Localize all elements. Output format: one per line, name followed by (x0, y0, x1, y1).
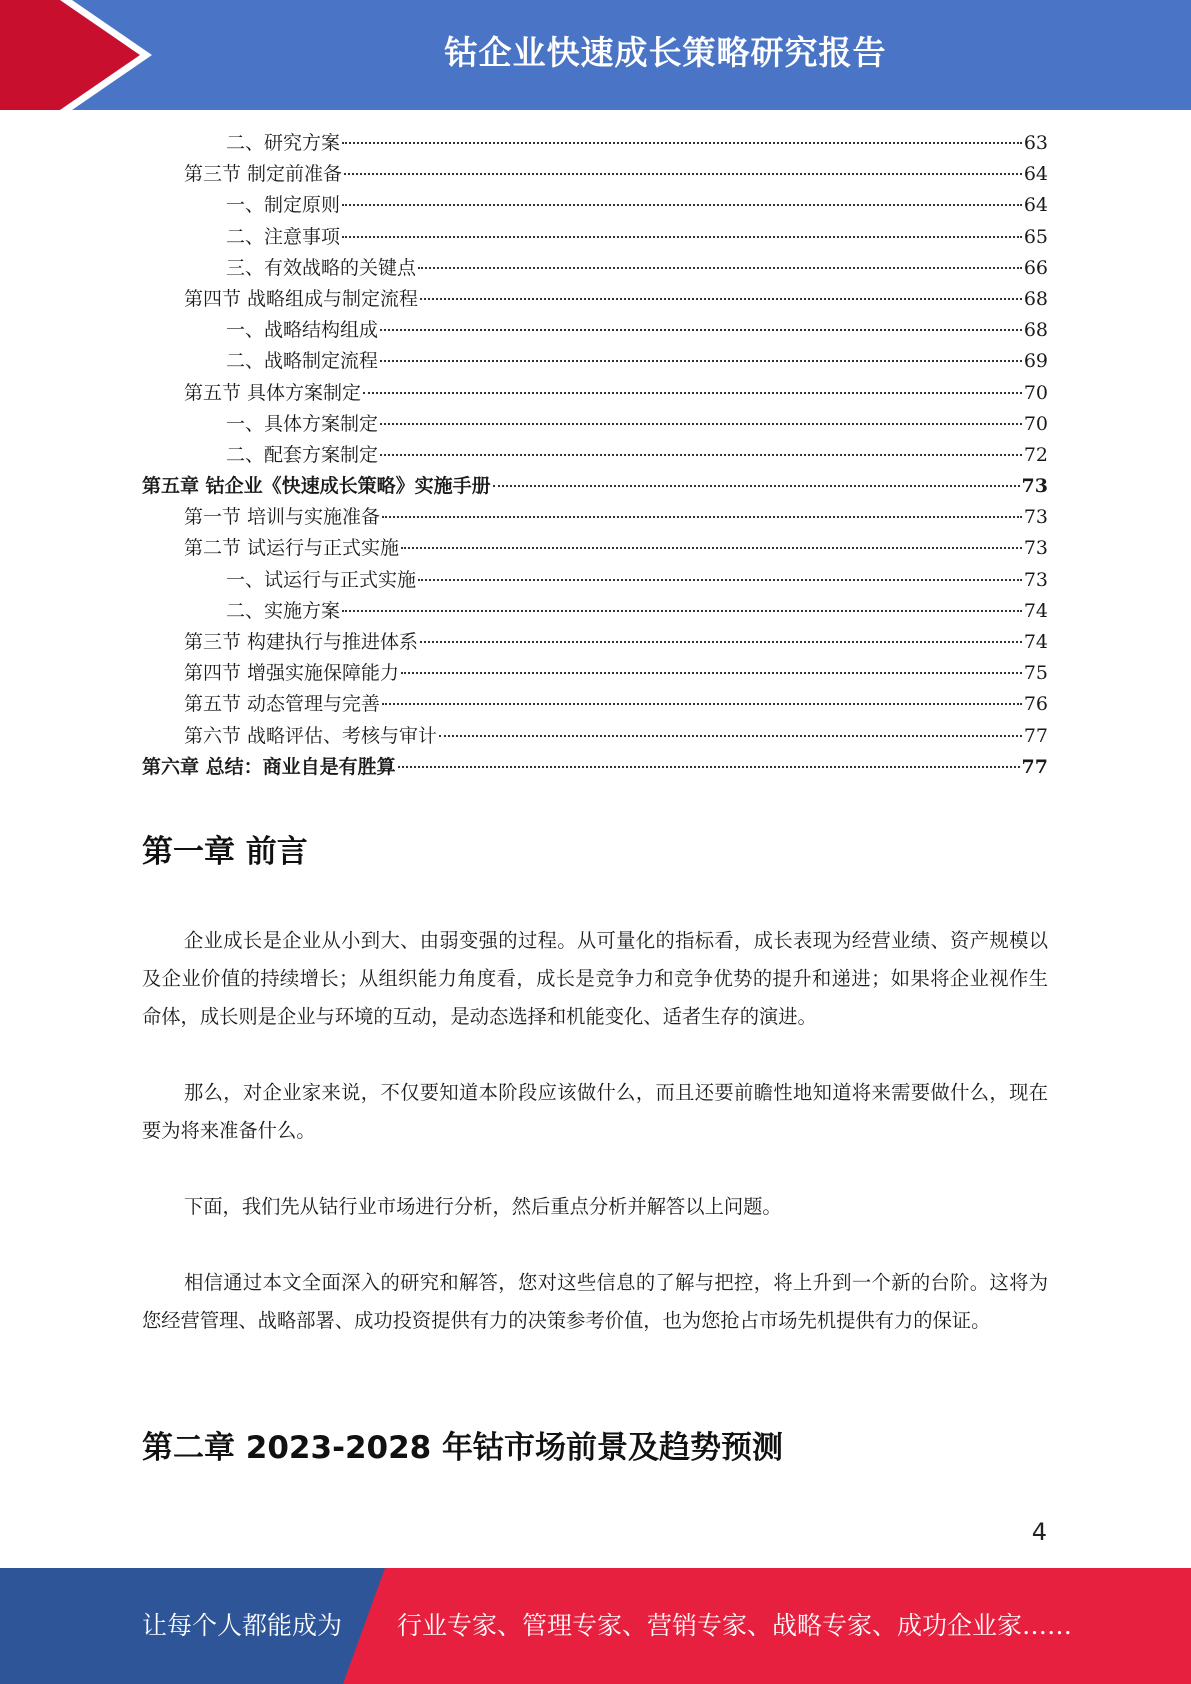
chevron-arrow-icon (0, 0, 160, 110)
toc-entry-label: 第六节 战略评估、考核与审计 (184, 724, 438, 747)
toc-entry-label: 第二节 试运行与正式实施 (184, 537, 400, 560)
toc-entry-page: 68 (1023, 287, 1048, 310)
toc-dot-leader (493, 485, 1020, 487)
toc-entry-label: 一、制定原则 (226, 194, 341, 217)
toc-dot-leader (342, 204, 1022, 206)
toc-dot-leader (344, 173, 1022, 175)
toc-entry-label: 第四节 增强实施保障能力 (184, 662, 400, 685)
toc-entry-page: 63 (1023, 132, 1048, 154)
report-title: 钴企业快速成长策略研究报告 (444, 33, 887, 72)
toc-entry-page: 73 (1023, 506, 1048, 529)
toc-entry-label: 二、配套方案制定 (226, 443, 379, 466)
paragraph: 下面，我们先从钴行业市场进行分析，然后重点分析并解答以上问题。 (184, 1195, 782, 1218)
toc-entry[interactable] (142, 284, 1048, 315)
chapter-1-body (142, 922, 1048, 1378)
toc-dot-leader (401, 547, 1022, 549)
toc-entry-page: 74 (1023, 631, 1048, 653)
toc-entry[interactable] (142, 689, 1048, 720)
toc-entry[interactable] (142, 159, 1048, 190)
toc-entry-label: 二、实施方案 (226, 599, 341, 622)
toc-entry-page: 73 (1023, 568, 1048, 591)
toc-entry[interactable] (142, 346, 1048, 377)
toc-entry-page: 66 (1023, 256, 1048, 279)
toc-entry-label: 第六章 总结：商业自是有胜算 (142, 755, 396, 778)
toc-entry-label: 第三节 构建执行与推进体系 (184, 631, 419, 653)
toc-dot-leader (363, 392, 1022, 394)
toc-entry-label: 第五节 动态管理与完善 (184, 693, 381, 716)
toc-entry-page: 74 (1023, 599, 1048, 622)
toc-entry-label: 三、有效战略的关键点 (226, 256, 417, 279)
toc-entry-label: 一、战略结构组成 (226, 319, 379, 342)
chapter-1-heading: 第一章 前言 (142, 834, 308, 870)
toc-entry-page: 77 (1021, 755, 1048, 778)
toc-entry[interactable] (142, 440, 1048, 471)
toc-entry[interactable] (142, 721, 1048, 752)
toc-entry-label: 二、注意事项 (226, 225, 341, 248)
toc-entry-label: 二、战略制定流程 (226, 350, 379, 373)
table-of-contents (142, 128, 1048, 783)
toc-entry-label: 第四节 战略组成与制定流程 (184, 287, 419, 310)
toc-entry-label: 第三节 制定前准备 (184, 163, 343, 186)
toc-dot-leader (380, 329, 1022, 331)
toc-dot-leader (398, 766, 1020, 768)
toc-entry-page: 76 (1023, 693, 1048, 716)
chapter-2-heading: 第二章 2023-2028 年钴市场前景及趋势预测 (142, 1430, 784, 1466)
toc-dot-leader (418, 579, 1022, 581)
toc-dot-leader (380, 454, 1022, 456)
toc-dot-leader (342, 610, 1022, 612)
toc-dot-leader (420, 298, 1022, 300)
toc-entry-page: 70 (1023, 381, 1048, 404)
toc-entry[interactable] (142, 502, 1048, 533)
toc-entry-label: 第五章 钴企业《快速成长策略》实施手册 (142, 475, 491, 498)
toc-entry-label: 一、具体方案制定 (226, 412, 379, 435)
toc-dot-leader (380, 423, 1022, 425)
toc-entry-label: 第一节 培训与实施准备 (184, 506, 381, 529)
toc-dot-leader (382, 703, 1022, 705)
toc-dot-leader (382, 516, 1022, 518)
toc-dot-leader (439, 735, 1022, 737)
toc-entry[interactable] (142, 222, 1048, 253)
toc-entry[interactable] (142, 253, 1048, 284)
toc-entry[interactable] (142, 596, 1048, 627)
footer-slogan-left: 让每个人都能成为 (142, 1611, 343, 1640)
toc-dot-leader (420, 641, 1022, 643)
toc-entry[interactable] (142, 565, 1048, 596)
paragraph: 相信通过本文全面深入的研究和解答，您对这些信息的了解与把控，将上升到一个新的台阶。这将为您经营管理、战略部署、成功投资提供有力的决策参考价值，也为您抢占市场先机提供有力的保证。 (142, 1271, 1048, 1332)
toc-entry[interactable] (142, 190, 1048, 221)
toc-entry[interactable] (142, 752, 1048, 783)
toc-dot-leader (342, 236, 1022, 238)
toc-entry-page: 64 (1023, 194, 1048, 217)
toc-entry-page: 69 (1023, 350, 1048, 373)
paragraph: 那么，对企业家来说，不仅要知道本阶段应该做什么，而且还要前瞻性地知道将来需要做什么，现在要为将来准备什么。 (142, 1081, 1048, 1142)
paragraph: 企业成长是企业从小到大、由弱变强的过程。从可量化的指标看，成长表现为经营业绩、资产规模以及企业价值的持续增长；从组织能力角度看，成长是竞争力和竞争优势的提升和递进；如果将企业视作生命体，成长则是企业与环境的互动，是动态选择和机能变化、适者生存的演进。 (142, 929, 1048, 1028)
page-number: 4 (1031, 1518, 1047, 1546)
toc-entry-label: 一、试运行与正式实施 (226, 568, 417, 591)
toc-entry[interactable] (142, 533, 1048, 564)
page-header (0, 0, 1191, 110)
toc-entry-page: 65 (1023, 225, 1048, 248)
toc-entry-page: 75 (1023, 662, 1048, 685)
toc-entry[interactable] (142, 471, 1048, 502)
toc-entry-page: 77 (1023, 724, 1048, 747)
toc-entry[interactable] (142, 409, 1048, 440)
page-footer (0, 1568, 1191, 1684)
toc-entry[interactable] (142, 658, 1048, 689)
toc-dot-leader (418, 267, 1022, 269)
toc-entry-page: 72 (1023, 443, 1048, 466)
toc-entry[interactable] (142, 627, 1048, 658)
footer-slogan-right: 行业专家、管理专家、营销专家、战略专家、成功企业家…… (397, 1611, 1073, 1640)
toc-entry-label: 第五节 具体方案制定 (184, 381, 362, 404)
toc-dot-leader (380, 360, 1022, 362)
toc-entry-page: 73 (1023, 537, 1048, 560)
toc-entry-page: 73 (1021, 475, 1048, 498)
toc-dot-leader (342, 142, 1022, 144)
toc-entry-label: 二、研究方案 (226, 132, 341, 154)
toc-entry-page: 70 (1023, 412, 1048, 435)
toc-entry[interactable] (142, 378, 1048, 409)
toc-entry-page: 64 (1023, 163, 1048, 186)
toc-entry[interactable] (142, 315, 1048, 346)
toc-entry-page: 68 (1023, 319, 1048, 342)
toc-entry[interactable] (142, 128, 1048, 159)
toc-dot-leader (401, 672, 1022, 674)
